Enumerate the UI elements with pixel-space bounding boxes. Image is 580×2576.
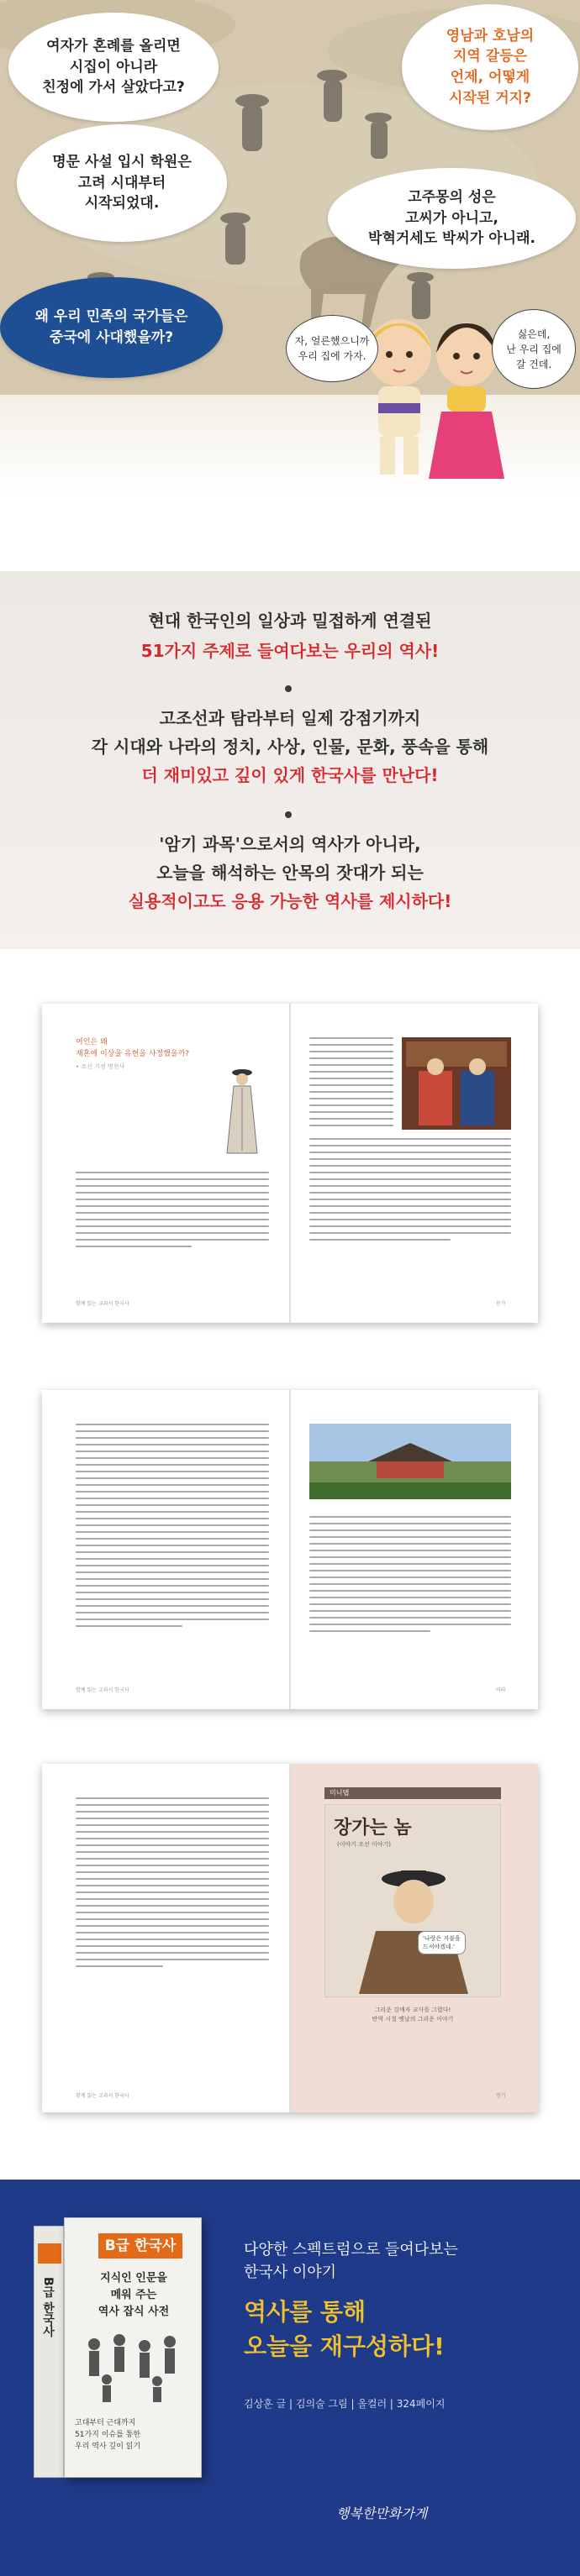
question-bubble <box>0 277 223 378</box>
book-spread-1 <box>42 1004 538 1323</box>
bubble-text: 영남과 호남의 지역 갈등은 언제, 어떻게 시작된 거지? <box>446 27 535 107</box>
chapter-subtitle: • 조선 가정 명천사 <box>76 1063 125 1070</box>
book-subtitle: 역사 잡식 사전 <box>98 2306 170 2318</box>
feature-banner <box>0 571 580 949</box>
bubble-text: 왜 우리 민족의 국가들은 중국에 사대했을까? <box>34 308 188 346</box>
scholar-figure-illustration <box>225 1062 259 1163</box>
promo-tagline: 다양한 스펙트럼으로 들여다보는 한국사 이야기 <box>244 2241 458 2281</box>
wedding-photo <box>402 1037 511 1130</box>
body-text-block <box>309 1037 393 1131</box>
banner-highlight: 51가지 주제로 들여다보는 우리의 역사! <box>140 641 440 661</box>
girl-speech-bubble: 싫은데, 난 우리 집에 갈 건데. <box>492 309 576 389</box>
book-blurb: 51가지 이슈를 통한 <box>75 2431 141 2439</box>
banner-line: '암기 과목'으로서의 역사가 아니라, <box>159 834 421 854</box>
book-cover-3d <box>34 2217 202 2478</box>
banner-highlight: 더 재미있고 깊이 있게 한국사를 만난다! <box>141 765 439 785</box>
book-blurb: 우리 역사 깊이 읽기 <box>75 2442 141 2451</box>
question-bubble <box>8 13 219 122</box>
book-subtitle: 지식인 인문을 <box>100 2272 167 2285</box>
banner-line: 각 시대와 나라의 정치, 사상, 인물, 문화, 풍속을 통해 <box>91 737 489 757</box>
body-text-block <box>309 1516 511 1637</box>
book-spread-3 <box>42 1764 538 2112</box>
promo-headline: 역사를 통해 오늘을 재구성하다! <box>244 2298 445 2360</box>
spine-title: B급 한국사 <box>41 2277 55 2337</box>
banner-line: 현대 한국인의 일상과 밀접하게 연결된 <box>148 611 432 631</box>
page-number: 문가 <box>496 1301 506 1307</box>
book-blurb: 고대부터 근대까지 <box>75 2419 136 2427</box>
banner-highlight: 실용적이고도 응용 가능한 역사를 제시하다! <box>128 891 452 911</box>
book-subtitle: 메워 주는 <box>110 2289 157 2301</box>
body-text-block <box>76 1172 269 1252</box>
book-credits: 김상훈 글 | 김의술 그림 | 올컬러 | 324페이지 <box>244 2398 446 2410</box>
question-bubble <box>402 4 578 130</box>
page-number: 면기 <box>496 2093 506 2099</box>
bubble-text: 고주몽의 성은 고씨가 아니고, 박혁거세도 박씨가 아니래. <box>368 189 535 248</box>
page-footer: 함께 읽는 교과서 한국사 <box>76 1687 129 1693</box>
question-bubble <box>17 124 227 242</box>
bubble-text: 여자가 혼례를 올리면 시집이 아니라 친정에 가서 살았다고? <box>42 38 185 97</box>
banner-line: 고조선과 탐라부터 일제 강점기까지 <box>159 708 421 728</box>
chapter-title: 여인은 왜 재혼에 이상을 유현을 사정했을까? <box>76 1038 190 1058</box>
image-caption: 그리운 김매자 교사를 그렸다! 반역 시절 옛날의 그리운 이야기 <box>372 2007 454 2023</box>
section-tag: 미니탭 <box>324 1787 501 1799</box>
body-text-block <box>76 1797 269 1972</box>
book-cover-figures-illustration <box>82 2327 186 2403</box>
page-footer: 함께 읽는 교과서 한국사 <box>76 2093 129 2099</box>
bubble-text: 명문 사설 입시 학원은 고려 시대부터 시작되었대. <box>52 154 192 212</box>
publisher-logo: 행복한만화가게 <box>336 2505 428 2521</box>
question-bubble <box>328 168 576 269</box>
comic-figure-illustration <box>351 1864 477 1994</box>
page-footer: 함께 읽는 교과서 한국사 <box>76 1301 129 1307</box>
children-characters-illustration <box>353 302 513 487</box>
comic-speech-bubble: '나랑은 지불을 드셔야겠네.' <box>418 1931 466 1954</box>
book-spine <box>34 2226 64 2478</box>
comic-title: 장가는 놈 <box>334 1818 412 1839</box>
bullet-dot <box>285 685 292 692</box>
boy-speech-bubble: 자, 얼른했으니까 우리 집에 가자. <box>286 315 378 382</box>
book-spread-2 <box>42 1390 538 1709</box>
page-number: 마라 <box>496 1687 506 1693</box>
sidebar-page <box>291 1764 538 2112</box>
comic-subtitle: (이야기 조선 이야기) <box>337 1841 392 1848</box>
bullet-dot <box>285 811 292 818</box>
body-text-block <box>76 1424 269 1632</box>
palace-photo <box>309 1424 511 1499</box>
hero-illustration <box>0 0 580 496</box>
banner-line: 오늘을 해석하는 안목의 잣대가 되는 <box>156 863 424 883</box>
book-title: B급 한국사 <box>98 2233 182 2259</box>
book-promo-section <box>0 2180 580 2576</box>
body-text-block <box>309 1138 511 1246</box>
book-front-cover <box>64 2217 202 2478</box>
comic-cover-image <box>324 1804 501 1997</box>
